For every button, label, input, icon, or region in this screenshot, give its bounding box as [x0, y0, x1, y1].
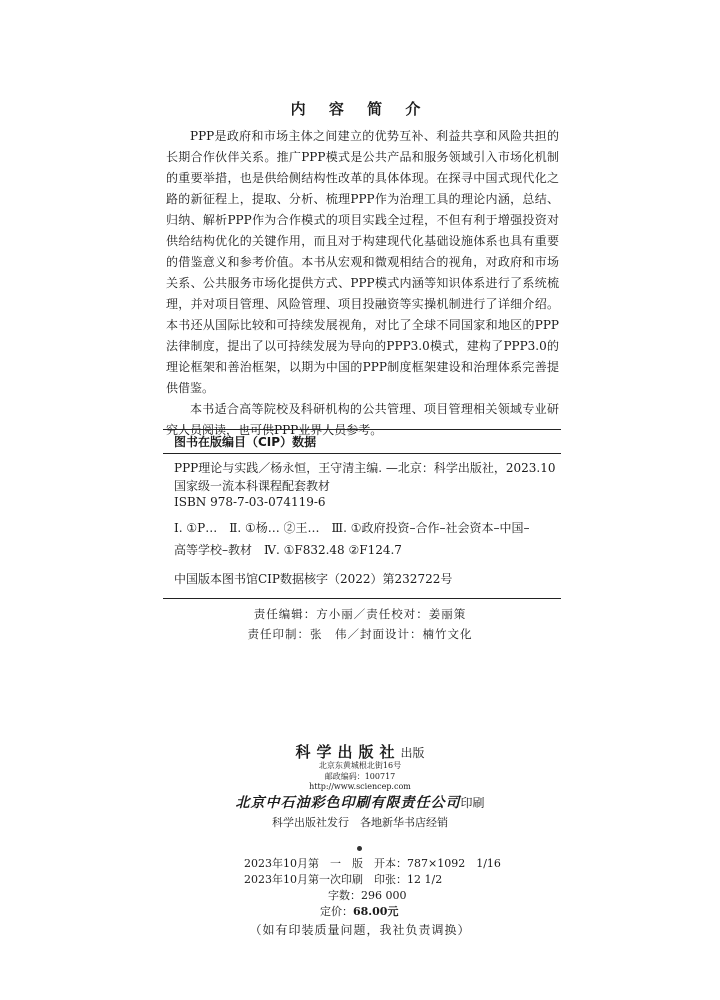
intro-text	[166, 126, 559, 441]
cip-line-isbn: ISBN 978-7-03-074119-6	[174, 495, 326, 509]
cip-line-title: PPP理论与实践／杨永恒，王守清主编. —北京：科学出版社，2023.10	[174, 461, 556, 475]
printing-line: 2023年10月第一次印刷 印张：12 1/2	[244, 873, 443, 886]
quality-notice: （如有印装质量问题，我社负责调换）	[249, 923, 471, 937]
edition-line: 2023年10月第 一 版 开本：787×1092 1/16	[244, 857, 501, 870]
cip-divider	[163, 453, 561, 454]
cip-line-classification-cont: 高等学校–教材 Ⅳ. ①F832.48 ②F124.7	[174, 543, 402, 557]
publisher-address: 北京东黄城根北街16号	[318, 761, 402, 770]
publisher-line	[0, 741, 720, 762]
staff-line-1: 责任编辑：方小丽／责任校对：姜丽策	[253, 607, 467, 621]
publisher-postcode: 邮政编码：100717	[324, 772, 396, 781]
publisher-website: http://www.sciencep.com	[309, 782, 411, 791]
word-count: 字数：296 000	[328, 889, 407, 902]
price-value: 68.00元	[353, 905, 399, 918]
price-label: 定价：	[320, 905, 353, 918]
printer-suffix: 印刷	[460, 796, 485, 810]
distribution-line: 科学出版社发行 各地新华书店经销	[272, 816, 448, 829]
cip-line-classification: Ⅰ. ①P… Ⅱ. ①杨… ②王… Ⅲ. ①政府投资–合作–社会资本–中国–	[174, 521, 530, 535]
intro-paragraph-2: 本书适合高等院校及科研机构的公共管理、项目管理相关领域专业研究人员阅读，也可供PPP业界人员参考。	[166, 402, 559, 437]
separator-dot	[357, 846, 362, 851]
intro-paragraph-1: PPP是政府和市场主体之间建立的优势互补、利益共享和风险共担的长期合作伙伴关系。推广PPP模式是公共产品和服务领域引入市场化机制的重要举措，也是供给侧结构性改革的具体体现。在探寻中国式现代化之路的新征程上，提取、分析、梳理PPP作为治理工具的理论内涵，总结、归纳、解析PPP作为合作模式的项目实践全过程，不但有利于增强投资对供给结构优化的关键作用，而且对于构建现代化基础设施体系也具有重要的借鉴意义和参考价值。本书从宏观和微观相结合的视角，对政府和市场关系、公共服务市场化提供方式、PPP模式内涵等知识体系进行了系统梳理，并对项目管理、风险管理、项目投融资等实操机制进行了详细介绍。本书还从国际比较和可持续发展视角，对比了全球不同国家和地区的PPP法律制度，提出了以可持续发展为导向的PPP3.0模式，建构了PPP3.0的理论框架和善治框架，以期为中国的PPP制度框架建设和治理体系完善提供借鉴。	[166, 129, 559, 395]
price-line	[320, 903, 398, 919]
printer-line	[0, 792, 720, 812]
publisher-suffix: 出版	[400, 746, 425, 760]
cip-line-series: 国家级一流本科课程配套教材	[174, 479, 331, 493]
cip-line-record: 中国版本图书馆CIP数据核字（2022）第232722号	[174, 572, 453, 586]
staff-line-2: 责任印制：张 伟／封面设计：楠竹文化	[247, 627, 473, 641]
printer-logo: 北京中石油彩色印刷有限责任公司	[235, 795, 461, 811]
publisher-logo: 科学出版社	[295, 743, 401, 761]
page-title: 内 容 简 介	[290, 100, 430, 118]
cip-heading: 图书在版编目（CIP）数据	[174, 435, 317, 449]
